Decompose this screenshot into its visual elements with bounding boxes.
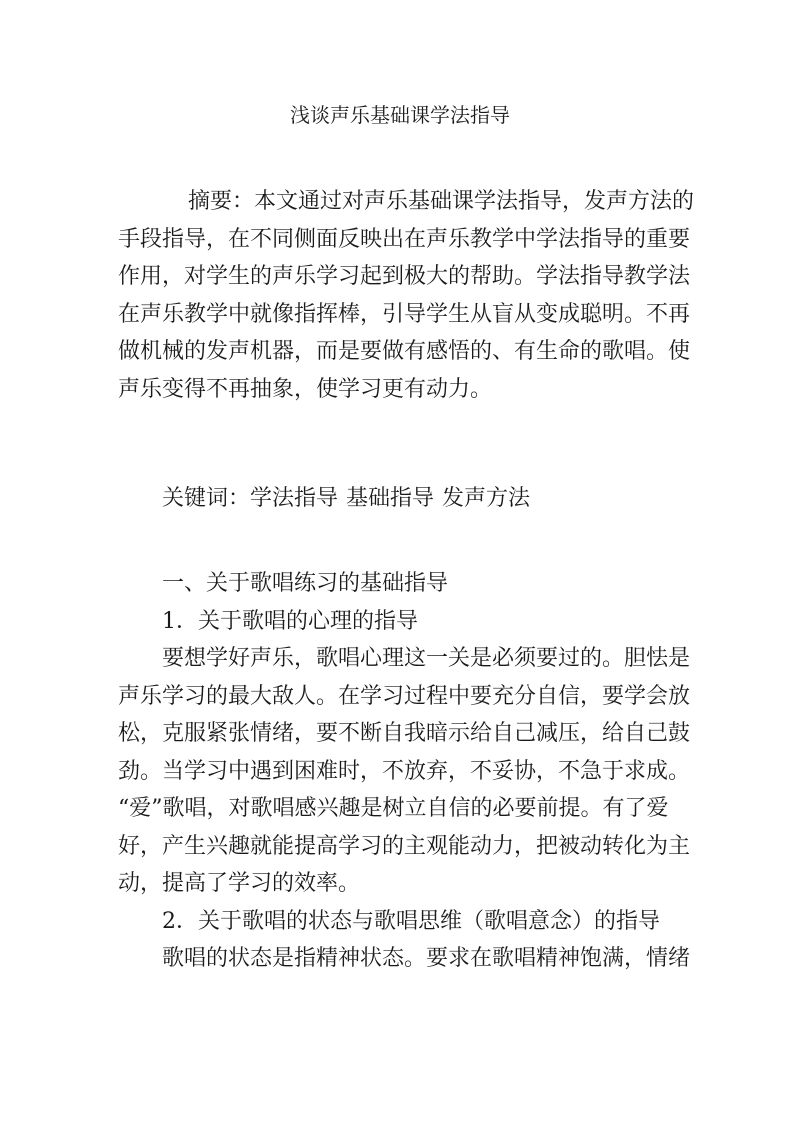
- abstract-line: 声乐变得不再抽象，使学习更有动力。: [118, 376, 493, 402]
- section-1: [118, 565, 691, 978]
- keyword-item: 基础指导: [346, 486, 435, 511]
- keyword-item: 发声方法: [442, 486, 531, 511]
- keyword-item: 学法指导: [250, 486, 339, 511]
- abstract-line: 作用，对学生的声乐学习起到极大的帮助。学法指导教学法: [118, 264, 691, 289]
- abstract-line: 在声乐教学中就像指挥棒，引导学生从盲从变成聪明。不再: [118, 301, 691, 327]
- paragraph-line: 松，克服紧张情绪，要不断自我暗示给自己减压，给自己鼓: [118, 721, 691, 746]
- section-heading: 一、关于歌唱练习的基础指导: [162, 571, 449, 596]
- keywords-label: 关键词：: [162, 486, 251, 511]
- paragraph-line: 动，提高了学习的效率。: [118, 871, 361, 896]
- abstract-line: 手段指导，在不同侧面反映出在声乐教学中学法指导的重要: [118, 226, 691, 252]
- abstract-paragraph: [118, 183, 695, 408]
- paragraph-line: “爱”歌唱，对歌唱感兴趣是树立自信的必要前提。有了爱: [118, 796, 669, 821]
- abstract-line: 做机械的发声机器，而是要做有感悟的、有生命的歌唱。使: [118, 339, 691, 364]
- paragraph-line: 歌唱的状态是指精神状态。要求在歌唱精神饱满，情绪: [162, 946, 691, 971]
- paragraph-line: 劲。当学习中遇到困难时，不放弃，不妥协，不急于求成。: [118, 758, 691, 784]
- keywords-line: [162, 480, 730, 518]
- abstract-line: 摘要：本文通过对声乐基础课学法指导，发声方法的: [188, 189, 695, 214]
- subsection-heading: 1．关于歌唱的心理的指导: [162, 608, 418, 634]
- paragraph-line: 要想学好声乐，歌唱心理这一关是必须要过的。胆怯是: [162, 646, 691, 671]
- paragraph-line: 好，产生兴趣就能提高学习的主观能动力，把被动转化为主: [118, 833, 691, 859]
- subsection-heading: 2．关于歌唱的状态与歌唱思维（歌唱意念）的指导: [162, 908, 660, 934]
- document-title: 浅谈声乐基础课学法指导: [290, 103, 510, 127]
- paragraph-line: 声乐学习的最大敌人。在学习过程中要充分自信，要学会放: [118, 683, 691, 709]
